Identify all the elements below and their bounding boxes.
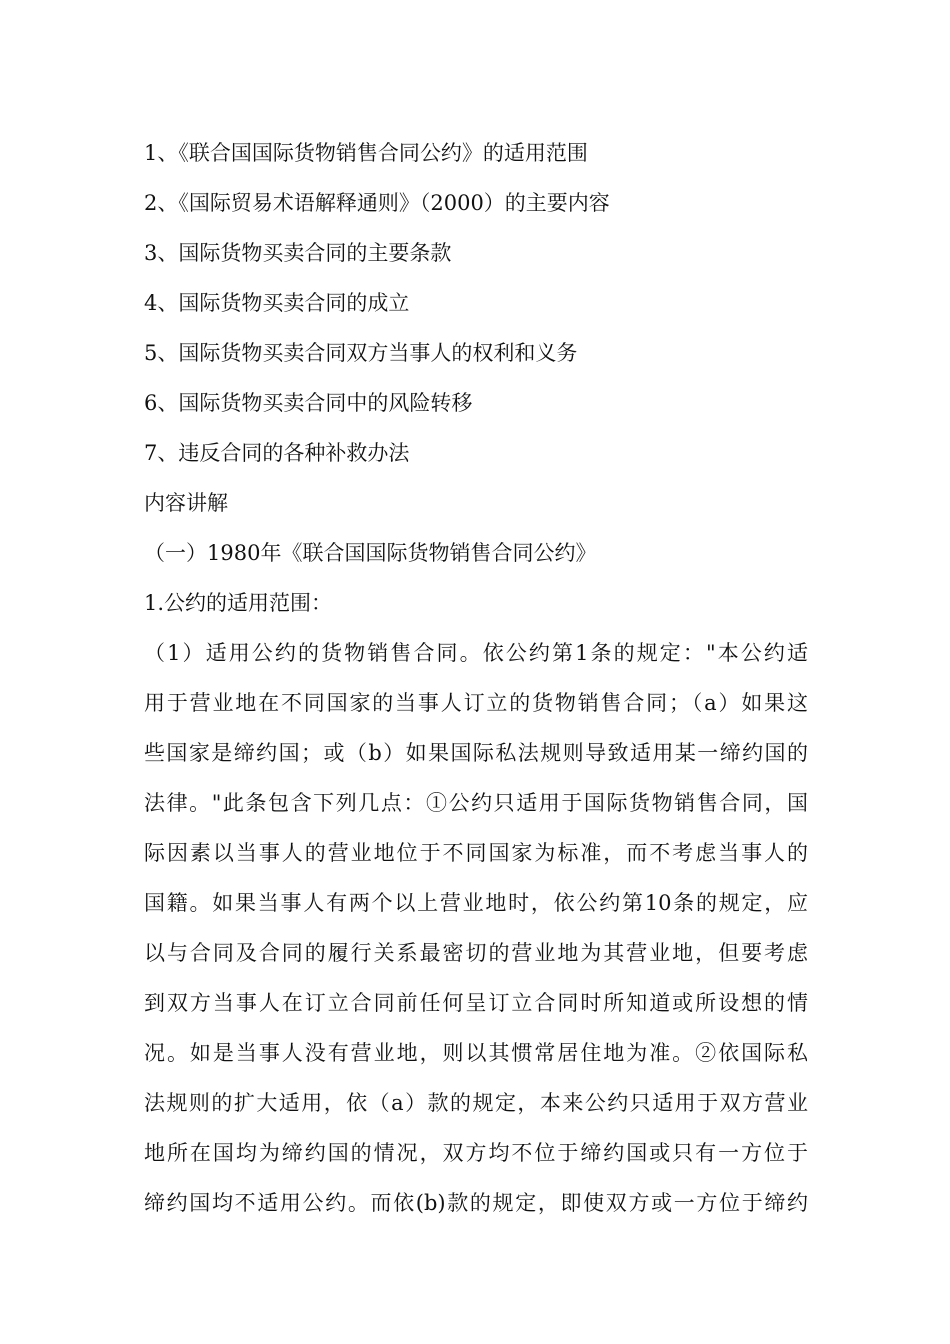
paragraph-line: 到双方当事人在订立合同前任何呈订立合同时所知道或所设想的情: [144, 991, 808, 1015]
paragraph-line: 况。如是当事人没有营业地，则以其惯常居住地为准。②依国际私: [144, 1041, 808, 1065]
paragraph-line: 用于营业地在不同国家的当事人订立的货物销售合同；（a）如果这: [144, 691, 808, 715]
paragraph-line: 以与合同及合同的履行关系最密切的营业地为其营业地，但要考虑: [144, 941, 808, 965]
outline-item: 7、违反合同的各种补救办法: [144, 441, 410, 465]
outline-item: 1、《联合国国际货物销售合同公约》的适用范围: [144, 141, 588, 165]
body-paragraph: [144, 628, 808, 1228]
paragraph-line: 法规则的扩大适用，依（a）款的规定，本来公约只适用于双方营业: [144, 1091, 808, 1115]
paragraph-line: 际因素以当事人的营业地位于不同国家为标准，而不考虑当事人的: [144, 841, 808, 865]
paragraph-line: 法律。"此条包含下列几点：①公约只适用于国际货物销售合同，国: [144, 791, 808, 815]
paragraph-line: 些国家是缔约国；或（b）如果国际私法规则导致适用某一缔约国的: [144, 741, 808, 765]
paragraph-line: 地所在国均为缔约国的情况，双方均不位于缔约国或只有一方位于: [144, 1141, 808, 1165]
section-heading: 内容讲解: [144, 491, 228, 515]
item-heading: 1.公约的适用范围：: [144, 591, 333, 615]
outline-item: 2、《国际贸易术语解释通则》（2000）的主要内容: [144, 191, 610, 215]
paragraph-line: 缔约国均不适用公约。而依(b)款的规定，即使双方或一方位于缔约: [144, 1191, 808, 1215]
paragraph-line: （1）适用公约的货物销售合同。依公约第1条的规定："本公约适: [144, 641, 808, 665]
outline-item: 3、国际货物买卖合同的主要条款: [144, 241, 452, 265]
paragraph-line: 国籍。如果当事人有两个以上营业地时，依公约第10条的规定，应: [144, 891, 808, 915]
outline-item: 6、国际货物买卖合同中的风险转移: [144, 391, 473, 415]
outline-item: 4、国际货物买卖合同的成立: [144, 291, 410, 315]
subsection-heading: （一）1980年《联合国国际货物销售合同公约》: [144, 541, 597, 565]
outline-item: 5、国际货物买卖合同双方当事人的权利和义务: [144, 341, 578, 365]
document-body: [144, 128, 808, 1228]
